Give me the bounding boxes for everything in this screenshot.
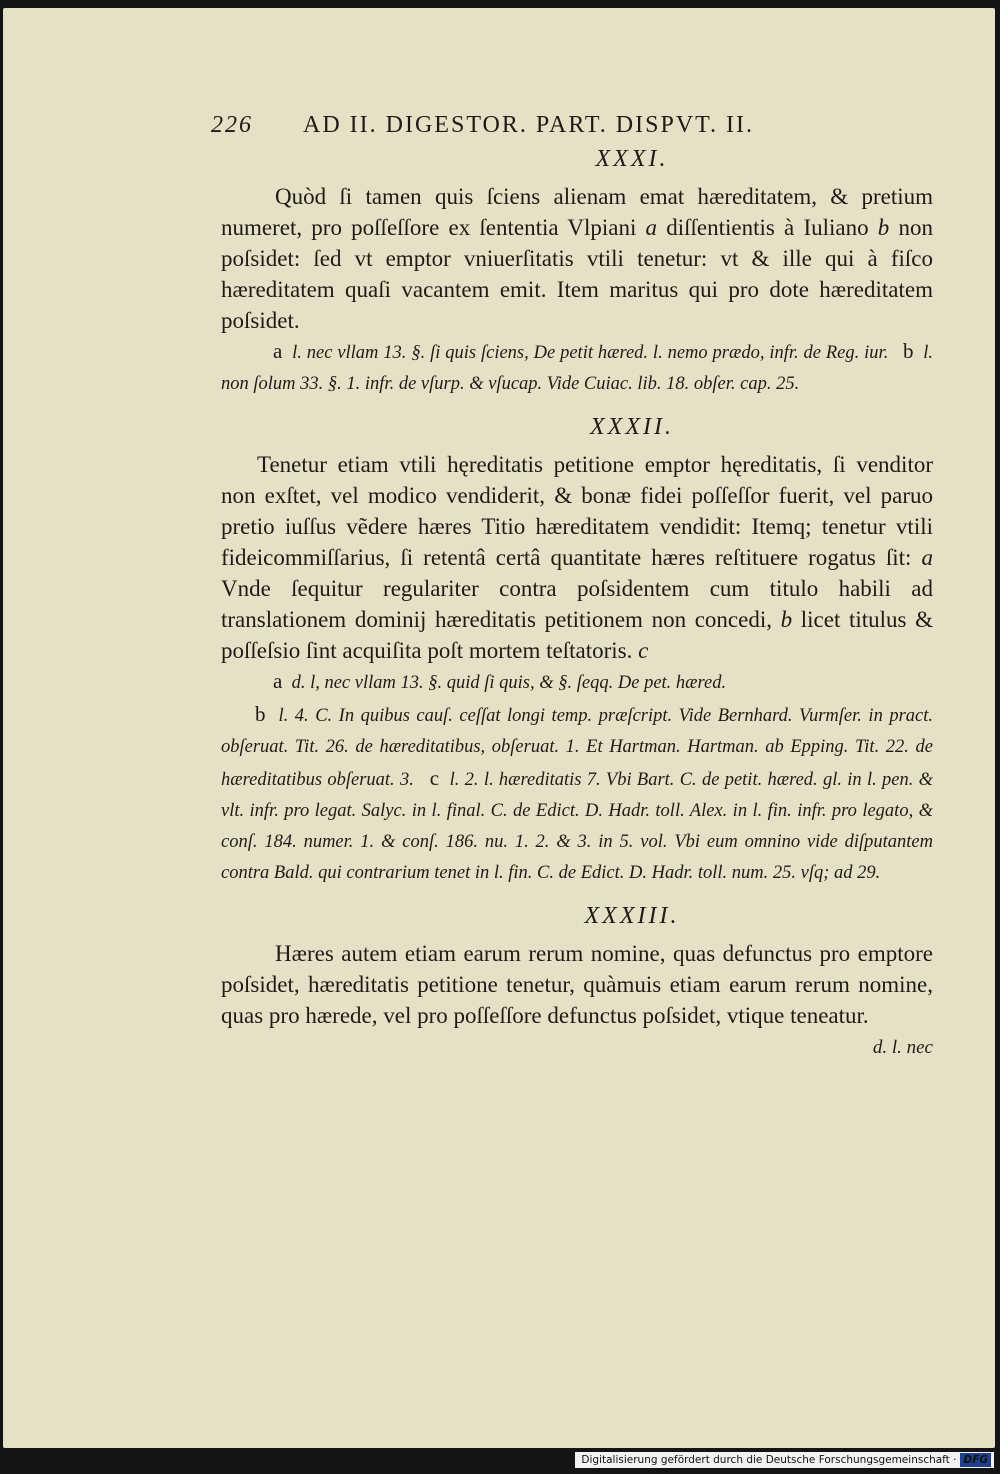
footnote-text: l. nec vllam 13. §. ſi quis ſciens, De petit hæred. l. nemo prædo, infr. de Reg. iur. <box>292 343 889 363</box>
note-marker-c: c <box>638 638 649 663</box>
footnote-mark: b <box>903 339 914 363</box>
dfg-logo: DFG <box>960 1453 991 1467</box>
section-xxxii-text: Tenetur etiam vtili hęreditatis petitione emptor hęreditatis, ſi venditor non exſtet, vel modico vendiderit, & bonæ fidei poſſeſſor fuerit, vel paruo pretio iuſſus vẽdere hæres Titio hæreditatem vendidit: Itemq; tenetur vtili fideicommiſſarius, ſi retentâ certâ quantitate hæres reſtituere rogatus ſit: a Vnde ſequitur regulariter contra poſsidentem cum titulo habili ad translationem dominij hæreditatis petitionem non concedi, b licet titulus & poſſeſsio ſint acquiſita poſt mortem teſtatoris. c <box>221 452 933 663</box>
scanned-page <box>3 8 995 1448</box>
footnote-mark: c <box>429 766 440 790</box>
page-number: 226 <box>211 112 253 138</box>
footnote-mark: a <box>273 339 283 363</box>
catchword: d. l. nec <box>872 1037 933 1058</box>
footnote-text: l. 2. l. hæreditatis 7. Vbi Bart. C. de petit. hæred. gl. in l. pen. & vlt. infr. pro legat. Salyc. in l. final. C. de Edict. D. Hadr. toll. Alex. in l. fin. infr. pro legato, & conſ. 184. numer. 1. & conſ. 186. nu. 1. 2. & 3. in 5. vol. Vbi eum omnino vide diſputantem contra Bald. qui contrarium tenet in l. fin. C. de Edict. D. Hadr. toll. num. 25. vſq; ad 29. <box>221 770 934 883</box>
note-marker-b: b <box>877 215 890 240</box>
running-head-title: AD II. DIGESTOR. PART. DISPVT. II. <box>303 112 755 138</box>
note-marker-a: a <box>921 545 933 570</box>
footnote-mark: a <box>273 669 283 693</box>
section-heading-xxxi: XXXI. <box>595 146 669 172</box>
footer-text: Digitalisierung gefördert durch die Deutsche Forschungsgemeinschaft · <box>581 1454 957 1466</box>
section-xxxiii-text: Hæres autem etiam earum rerum nomine, quas defunctus pro emptore poſsidet, hæreditatis petitione tenetur, quàmuis etiam earum rerum nomine, quas pro hærede, vel pro poſſeſſore defunctus poſsidet, vtique teneatur. <box>221 941 933 1028</box>
digitization-footer <box>575 1452 994 1468</box>
note-marker-a: a <box>645 215 658 240</box>
section-xxxii-notes <box>221 666 933 889</box>
section-heading-xxxiii: XXXIII. <box>584 903 680 929</box>
section-heading-xxxii: XXXII. <box>590 414 674 440</box>
footnote-text: d. l, nec vllam 13. §. quid ſi quis, & §. ſeqq. De pet. hæred. <box>291 673 727 693</box>
page-content <box>211 112 934 1059</box>
footnote-text: l. 4. C. In quibus cauſ. ceſſat longi temp. præſcript. Vide Bernhard. Vurmſer. in pract. obſeruat. Tit. 26. de hæreditatibus, obſeruat. 1. Et Hartman. Hartman. ab Epping. Tit. 22. de hæreditatibus obſeruat. 3. <box>221 706 934 790</box>
note-marker-b: b <box>780 607 793 632</box>
section-xxxi-text: Quòd ſi tamen quis ſciens alienam emat hæreditatem, & pretium numeret, pro poſſeſſore ex ſententia Vlpiani a diſſentientis à Iuliano b non poſsidet: ſed vt emptor vniuerſitatis vtili tenetur: vt & ille qui à fiſco hæreditatem quaſi vacantem emit. Item maritus qui pro dote hæreditatem poſsidet. <box>221 184 933 333</box>
section-xxxi-notes <box>221 336 933 400</box>
running-head <box>211 112 933 146</box>
footnote-mark: b <box>255 702 266 726</box>
footnote-text: l. non ſolum 33. §. 1. infr. de vſurp. & vſucap. Vide Cuiac. lib. 18. obſer. cap. 25. <box>221 343 934 394</box>
